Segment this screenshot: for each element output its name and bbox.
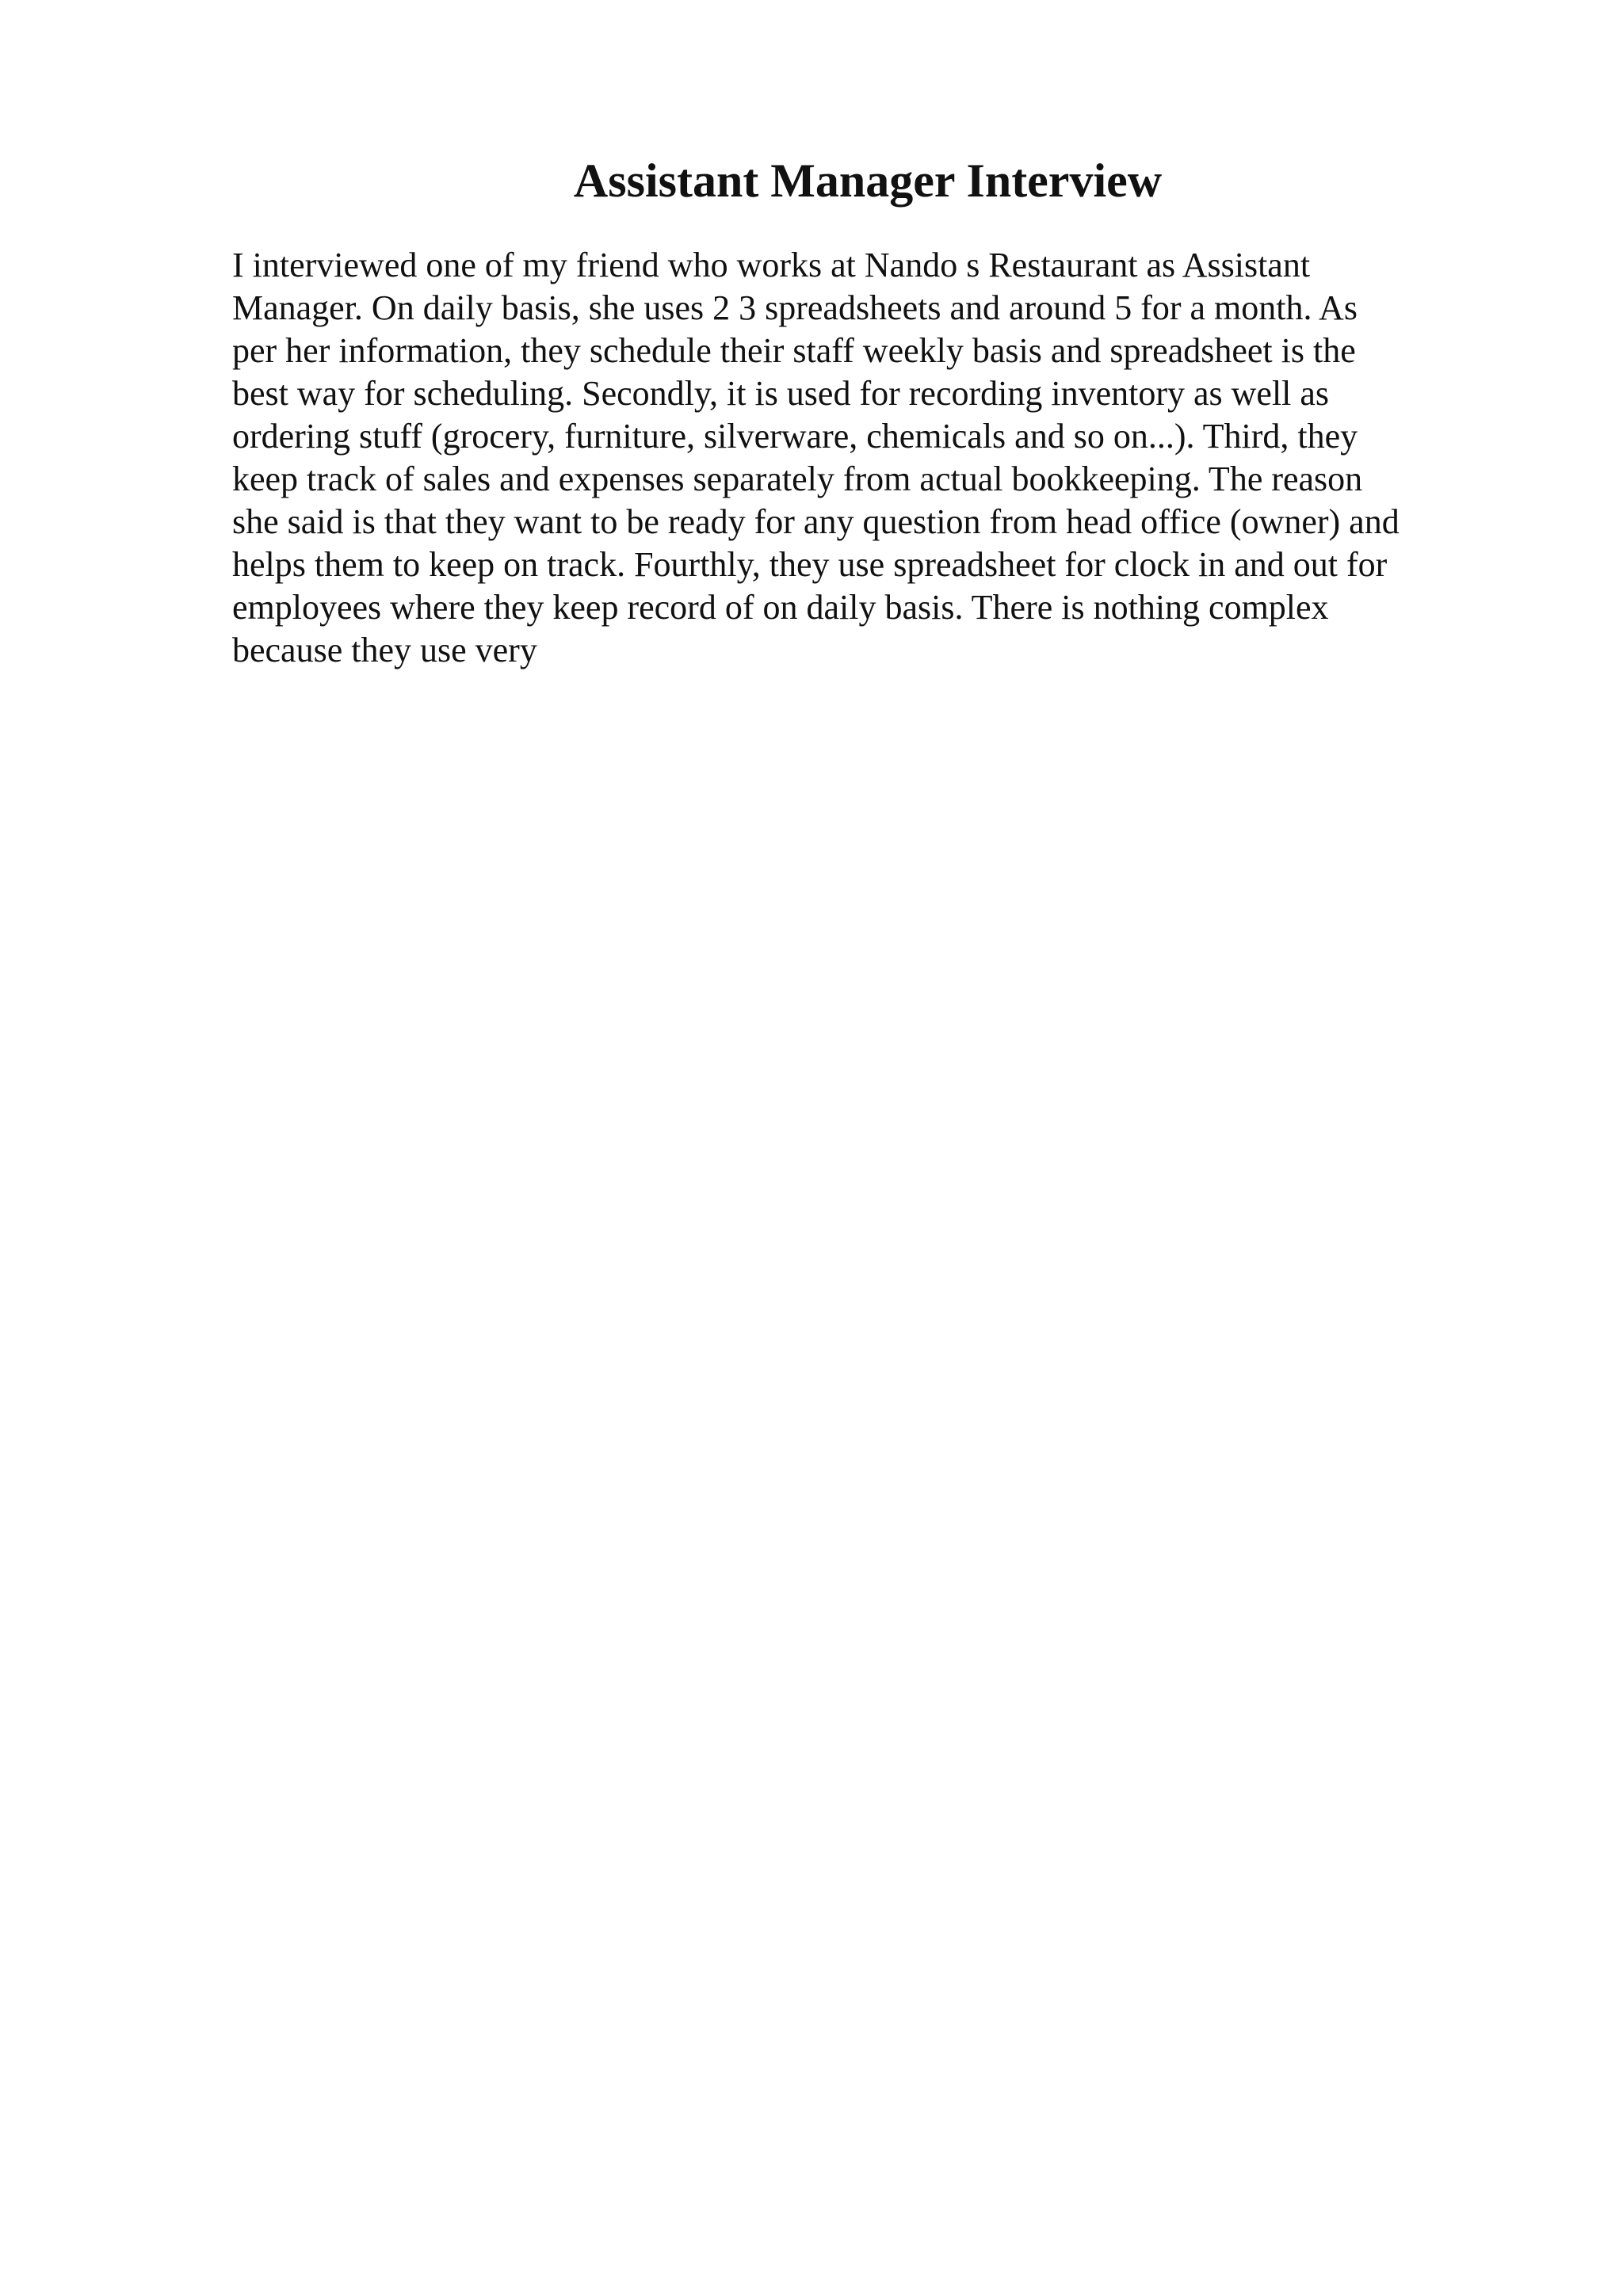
body-line: employees where they keep record of on daily basis. There is nothing complex [232, 588, 1329, 627]
body-line: keep track of sales and expenses separately from actual bookkeeping. The reason [232, 460, 1363, 498]
body-line: helps them to keep on track. Fourthly, they use spreadsheet for clock in and out for [232, 545, 1388, 584]
document-body [232, 244, 1484, 672]
body-line: because they use very [232, 631, 537, 669]
document-title: Assistant Manager Interview [573, 154, 1163, 207]
body-line: ordering stuff (grocery, furniture, silverware, chemicals and so on...). Third, they [232, 417, 1358, 456]
body-line: best way for scheduling. Secondly, it is used for recording inventory as well as [232, 374, 1330, 413]
body-line: per her information, they schedule their staff weekly basis and spreadsheet is the [232, 331, 1356, 370]
body-line: she said is that they want to be ready for any question from head office (owner) and [232, 502, 1400, 541]
body-line: Manager. On daily basis, she uses 2 3 spreadsheets and around 5 for a month. As [232, 288, 1358, 327]
body-line: I interviewed one of my friend who works at Nando s Restaurant as Assistant [232, 246, 1311, 284]
